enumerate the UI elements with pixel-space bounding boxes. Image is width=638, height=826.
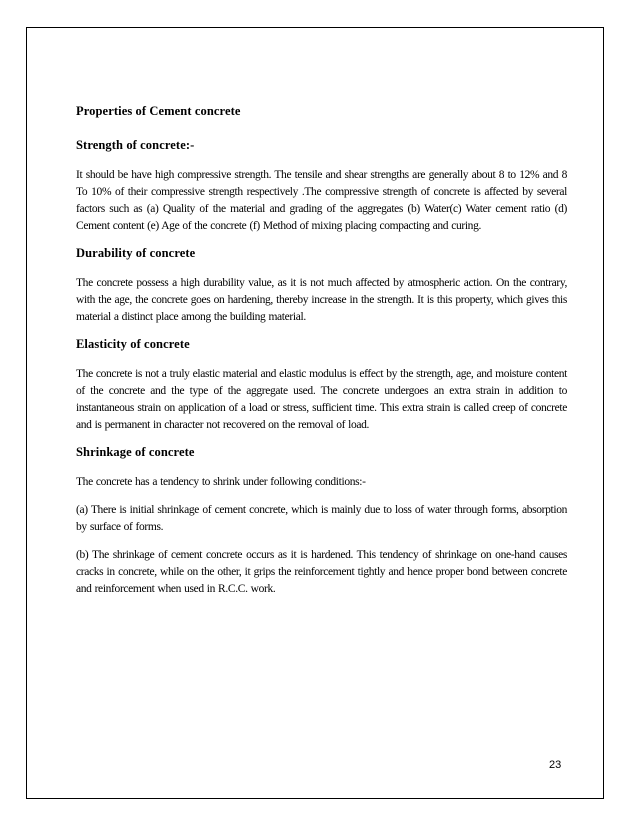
document-title: Properties of Cement concrete bbox=[76, 104, 241, 118]
section-heading-strength: Strength of concrete:- bbox=[76, 138, 195, 152]
section-elasticity bbox=[76, 337, 567, 434]
paragraph-elasticity: The concrete is not a truly elastic material and elastic modulus is effect by the strength, age, and moisture content of the concrete and the type of the aggregate used. The concrete undergoes an extra strain in addition to instantaneous strain on application of a load or stress, sufficient time. This extra strain is called creep of concrete and is permanent in character not recovered on the removal of load. bbox=[76, 368, 567, 431]
page-number: 23 bbox=[549, 759, 562, 771]
paragraph-strength: It should be have high compressive strength. The tensile and shear strengths are generally about 8 to 12% and 8 To 10% of their compressive strength respectively .The compressive strength of concrete is affected by several factors such as (a) Quality of the material and grading of the aggregates (b) Water(c) Water cement ratio (d) Cement content (e) Age of the concrete (f) Method of mixing placing compacting and curing. bbox=[76, 169, 567, 232]
paragraph-shrinkage-b: (b) The shrinkage of cement concrete occurs as it is hardened. This tendency of shrinkage on one-hand causes cracks in concrete, while on the other, it grips the reinforcement tightly and hence proper bond between concrete and reinforcement when used in R.C.C. work. bbox=[76, 549, 567, 595]
section-heading-shrinkage: Shrinkage of concrete bbox=[76, 445, 195, 459]
section-durability bbox=[76, 246, 567, 326]
paragraph-durability: The concrete possess a high durability value, as it is not much affected by atmospheric action. On the contrary, with the age, the concrete goes on hardening, thereby increase in the strength. It is this property, which gives this material a distinct place among the building material. bbox=[76, 277, 567, 323]
paragraph-shrinkage-intro: The concrete has a tendency to shrink under following conditions:- bbox=[76, 476, 366, 488]
paragraph-shrinkage-a: (a) There is initial shrinkage of cement concrete, which is mainly due to loss of water through forms, absorption by surface of forms. bbox=[76, 504, 567, 533]
document-body bbox=[76, 104, 567, 609]
section-heading-elasticity: Elasticity of concrete bbox=[76, 337, 190, 351]
section-strength bbox=[76, 138, 567, 235]
section-heading-durability: Durability of concrete bbox=[76, 246, 196, 260]
section-shrinkage bbox=[76, 445, 567, 598]
